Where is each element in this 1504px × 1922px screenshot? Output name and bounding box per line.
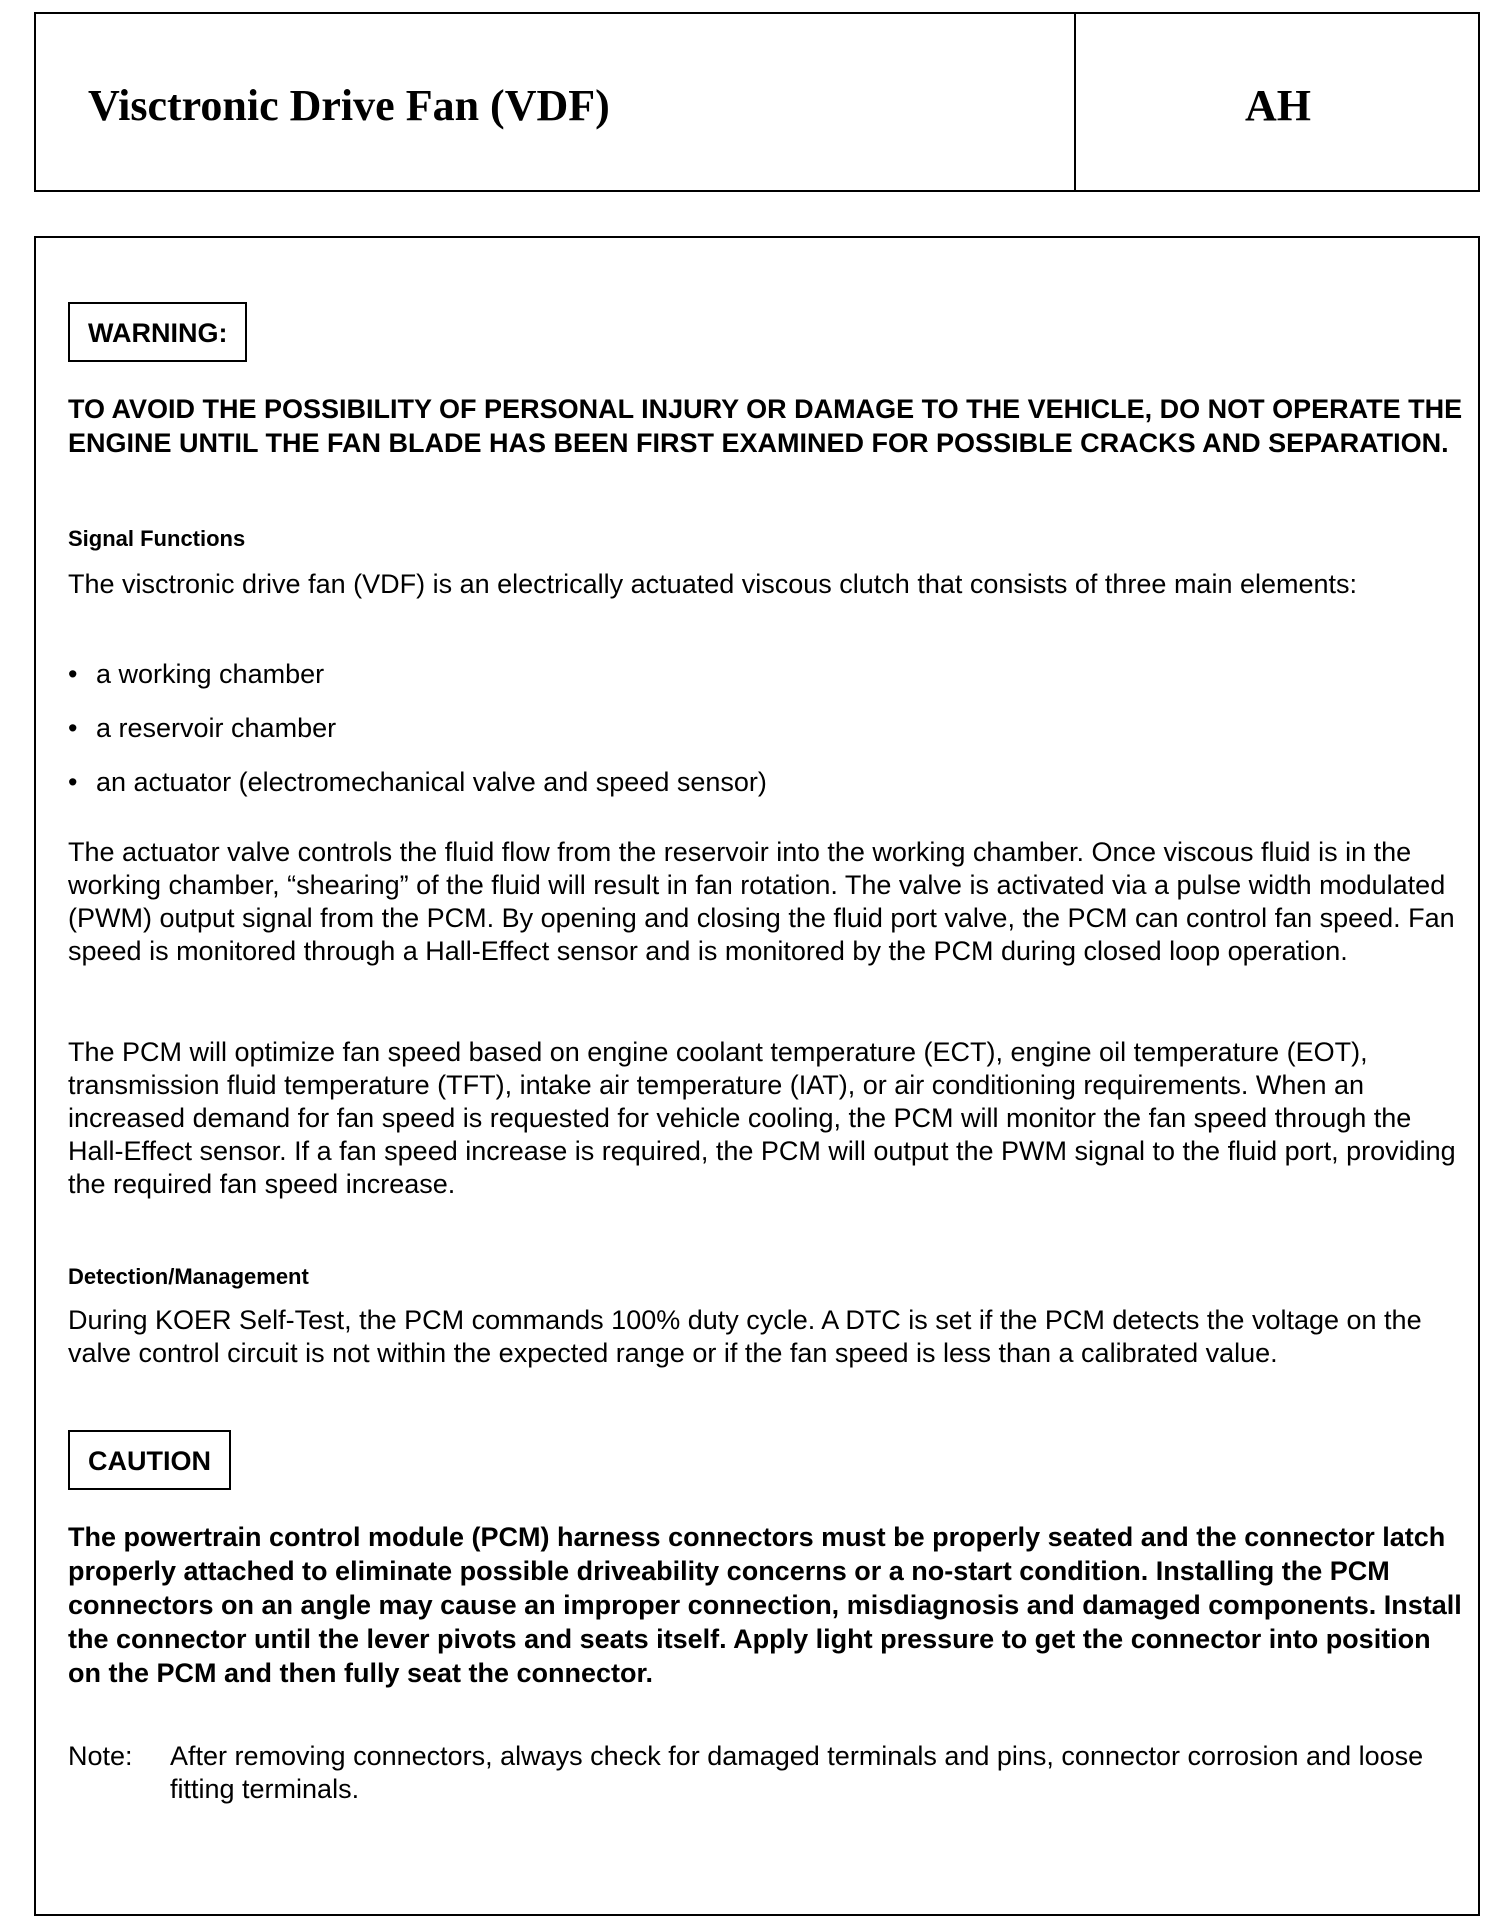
content-box [34, 236, 1480, 1916]
bullet-icon: • [68, 713, 78, 743]
detection-paragraph: During KOER Self-Test, the PCM commands 100% duty cycle. A DTC is set if the PCM detects the voltage on the valve control circuit is not within the expected range or if the fan speed is less than a calibrated value. [68, 1305, 1422, 1368]
detection-management-heading: Detection/Management [68, 1264, 309, 1289]
bullet-icon: • [68, 767, 78, 797]
warning-text: TO AVOID THE POSSIBILITY OF PERSONAL INJURY OR DAMAGE TO THE VEHICLE, DO NOT OPERATE THE ENGINE UNTIL THE FAN BLADE HAS BEEN FIRST EXAMINED FOR POSSIBLE CRACKS AND SEPARATION. [68, 394, 1463, 458]
note-text: After removing connectors, always check for damaged terminals and pins, connector corrosion and loose fitting terminals. [170, 1741, 1424, 1804]
caution-text: The powertrain control module (PCM) harness connectors must be properly seated and the connector latch properly attached to eliminate possible driveability concerns or a no-start condition. Installing the PCM connectors on an angle may cause an improper connection, misdiagnosis and damaged components. Install the connector until the lever pivots and seats itself. Apply light pressure to get the connector into position on the PCM and then fully seat the connector. [68, 1522, 1462, 1688]
intro-paragraph: The visctronic drive fan (VDF) is an electrically actuated viscous clutch that consists of three main elements: [68, 569, 1358, 599]
note-label: Note: [68, 1741, 133, 1771]
pcm-paragraph: The PCM will optimize fan speed based on engine coolant temperature (ECT), engine oil temperature (EOT), transmission fluid temperature (TFT), intake air temperature (IAT), or air conditioning requirements. When an increased demand for fan speed is requested for vehicle cooling, the PCM will monitor the fan speed through the Hall-Effect sensor. If a fan speed increase is required, the PCM will output the PWM signal to the fluid port, providing the required fan speed increase. [68, 1037, 1456, 1199]
section-code: AH [1245, 81, 1311, 130]
page-header [34, 12, 1480, 192]
list-item [68, 658, 324, 691]
list-item [68, 712, 336, 745]
list-item-text: a working chamber [96, 659, 325, 689]
list-item [68, 766, 767, 799]
warning-label: WARNING: [68, 302, 247, 362]
caution-label: CAUTION [68, 1430, 231, 1490]
signal-functions-heading: Signal Functions [68, 526, 246, 551]
list-item-text: an actuator (electromechanical valve and speed sensor) [96, 767, 767, 797]
bullet-icon: • [68, 659, 78, 689]
list-item-text: a reservoir chamber [96, 713, 337, 743]
page-title: Visctronic Drive Fan (VDF) [88, 81, 610, 130]
actuator-paragraph: The actuator valve controls the fluid flow from the reservoir into the working chamber. Once viscous fluid is in the working chamber, “shearing” of the fluid will result in fan rotation. The valve is activated via a pulse width modulated (PWM) output signal from the PCM. By opening and closing the fluid port valve, the PCM can control fan speed. Fan speed is monitored through a Hall-Effect sensor and is monitored by the PCM during closed loop operation. [68, 837, 1455, 966]
